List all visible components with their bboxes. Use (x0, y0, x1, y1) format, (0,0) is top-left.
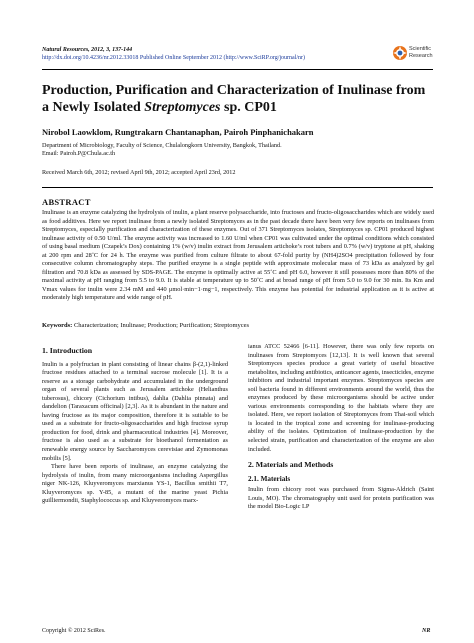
right-column (248, 343, 434, 512)
title-part-2: sp. CP01 (220, 100, 277, 115)
submission-dates: Received March 6th, 2012; revised April 9th, 2012; accepted April 23rd, 2012 (42, 169, 236, 176)
title-part-1: Production, Purification and Characterization of Inulinase from a Newly Isolated (42, 83, 426, 115)
abstract-heading: ABSTRACT (42, 197, 91, 207)
paper-title (42, 82, 434, 116)
journal-citation: Natural Resources, 2012, 3, 137-144 (42, 47, 133, 53)
section-heading-methods: 2. Materials and Methods (248, 460, 334, 470)
journal-header (42, 46, 305, 62)
abstract-top-rule (42, 187, 433, 188)
keywords (42, 322, 434, 329)
logo-text-line1: Scientific (409, 46, 432, 52)
doi-link[interactable]: http://dx.doi.org/10.4236/nr.2012.33018 Published Online September 2012 (http://www.SciRP.org/journal/nr) (42, 55, 306, 61)
intro-paragraph-1: Inulin is a polyfructan in plant consisting of linear chains β-(2,1)-linked fructose residues attached to a terminal sucrose molecule [1]. It is a reserve as a storage carbohydrate and accumulated in the underground organ of several plants such as Jerusalem artichoke (Helianthus tuberosus), chicory (Cichorium intibus), dahlia (Dahlia pinnata) and dandelion (Taraxacum officinal) [2,3]. As it is abundant in the nature and having fructose as its major composition, therefore it is suitable to be used as a substrate for fructo-oligosaccharides and high fructose syrup production for food, drink and pharmaceutical industries [4]. Moreover, fructose is also used as a substrate for bioethanol fermentation as renewable energy source by Saccharomyces cerevisiae and Zymomonas mobilis [5]. (42, 360, 228, 462)
materials-paragraph: Inulin from chicory root was purchased from Sigma-Aldrich (Saint Louis, MO). The chromatography unit used for protein purification was the model Bio-Logic LP (248, 486, 434, 511)
intro-paragraph-3: ianus ATCC 52466 [6-11]. However, there was only few reports on inulinases from Streptomyces [12,13]. It is well known that several Streptomyces species produce a great variety of useful bioactive metabolites, including antibiotics, anticancer agents, insecticides, enzyme inhibitors and industrial important enzymes. Streptomyces species are soil bacteria found in different environments around the world, thus the enzymes produced by these microorganisms should be active under various environments corresponding to the habitats where they are isolated. Here, we report isolation of Streptomyces from Thai-soil which is located in the tropical zone and screening for inulinase-producing ability of the isolates. Optimization of inulinase-production by the selected strain, purification and characterization of the enzyme are also included. (248, 343, 434, 453)
intro-paragraph-2: There have been reports of inulinase, an enzyme catalyzing the hydrolysis of inulin, from many microorganisms including Aspergillus niger NK-126, Kluyveromyces marxianus YS-1, Bacillus smithii T7, Kluyveromyces sp. Y-85, a mutant of the marine yeast Pichia guilliermondii, Staphylococcus sp. and Kluyveromyces marx- (42, 463, 228, 505)
keywords-label: Keywords: (42, 322, 73, 329)
title-italic: Streptomyces (144, 100, 221, 115)
footer-journal-abbr: NR (422, 628, 431, 634)
author-email[interactable]: Email: Pairoh.P@Chula.ac.th (42, 150, 116, 157)
scirp-logo-icon (392, 45, 408, 61)
affiliation-line: Department of Microbiology, Faculty of Science, Chulalongkorn University, Bangkok, Thailand. (42, 142, 282, 149)
affiliation (42, 142, 434, 158)
footer-copyright: Copyright © 2012 SciRes. (42, 628, 106, 634)
abstract-text: Inulinase is an enzyme catalyzing the hydrolysis of inulin, a plant reserve polysaccharide, into fructoses and fructo-oligosaccharides which are widely used as food additives. Here we report inulinase from a newly isolated Streptomyces as in the past decade there have been very few reports on inulinases from Streptomyces, especially purification and characterization of these enzymes. Out of 371 Streptomyces isolates, Streptomyces sp. CP01 produced highest inulinase activity of 0.50 U/ml. The enzyme activity was increased to 1.60 U/ml when CP01 was cultivated under the optimal conditions which consisted of using basal medium (Czapek’s Dox) containing 1% (w/v) inulin extract from Jerusalem artichoke’s root tubers and 0.7% (w/v) tryptone at pH, shaking at 200 rpm and 28˚C for 24 h. The enzyme was purified from culture filtrate to about 67-fold purity by (NH4)2SO4 precipitation followed by four consecutive column chromatography steps. The purified enzyme is a single peptide with approximate molecular mass of 73 kDa as analyzed by gel filtration and 70.8 kDa as assessed by SDS-PAGE. The enzyme is optimally active at 55˚C and pH 6.0, however it still possesses more than 80% of the maximal activity at pH ranging from 5.5 to 9.0. It is stable at temperature up to 50˚C and at broad range of pH from 5.0 to 9.0 for 30 min. Its Km and Vmax values for inulin were 2.34 mM and 440 μmol·min−1·mg−1, respectively. This enzyme has potential for industrial application as it is active at moderately high temperature and wide range of pH. (42, 209, 434, 301)
left-column (42, 340, 228, 506)
logo-text-line2: Research (409, 53, 433, 59)
author-list: Nirobol Laowklom, Rungtrakarn Chantanaphan, Pairoh Pinphanichakarn (42, 127, 314, 137)
section-heading-introduction: 1. Introduction (42, 346, 93, 355)
keywords-list: Characterization; Inulinase; Production; Purification; Streptomyces (72, 322, 250, 329)
header-rule (42, 69, 433, 70)
subsection-heading-materials: 2.1. Materials (248, 474, 291, 483)
publisher-logo (392, 44, 442, 62)
